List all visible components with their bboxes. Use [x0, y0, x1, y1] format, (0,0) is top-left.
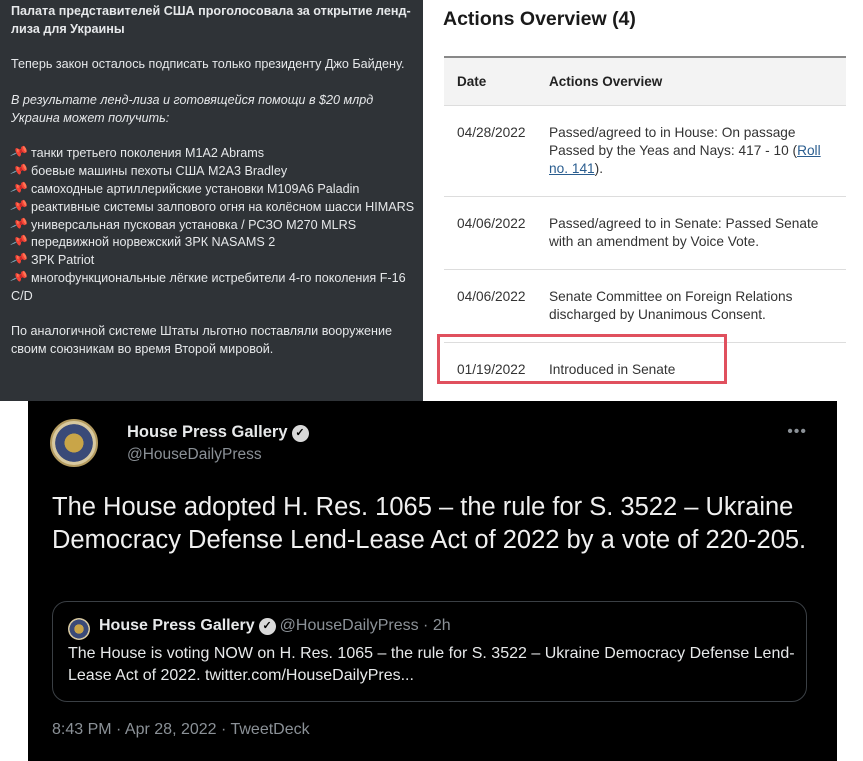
table-row: [444, 105, 846, 196]
pushpin-icon: 📌: [9, 232, 30, 251]
row-date: 04/28/2022: [457, 125, 526, 140]
telegram-post: [0, 0, 423, 401]
header-date: Date: [457, 74, 487, 89]
tweet-text: The House adopted H. Res. 1065 – the rule for S. 3522 – Ukraine Democracy Defense Lend-Lease Act of 2022 by a vote of 220-205.: [52, 493, 807, 554]
post-italic-paragraph: В результате ленд-лиза и готовящейся помощи в $20 млрд Украина может получить:: [11, 92, 374, 125]
row-date: 04/06/2022: [457, 289, 526, 304]
pushpin-icon: 📌: [9, 196, 30, 216]
row-date: 01/19/2022: [457, 362, 526, 377]
post-paragraph: Теперь закон осталось подписать только президенту Джо Байдену.: [11, 57, 405, 72]
header-actions: Actions Overview: [549, 74, 663, 89]
row-action: Introduced in Senate: [549, 362, 676, 377]
row-action: Passed/agreed to in House: On passage Passed by the Yeas and Nays: 417 - 10 (Roll no. 141).: [549, 125, 821, 176]
actions-overview-panel: [423, 0, 863, 401]
quoted-author: House Press Gallery ✓ @HouseDailyPress · 2h: [99, 617, 451, 634]
row-action: Passed/agreed to in Senate: Passed Senate with an amendment by Voice Vote.: [549, 216, 819, 249]
verified-icon: ✓: [292, 425, 309, 442]
pushpin-icon: 📌: [9, 214, 30, 234]
table-row: [444, 196, 846, 269]
list-item: 📌 реактивные системы залпового огня на колёсном шасси HIMARS: [11, 200, 414, 214]
verified-icon: ✓: [259, 618, 276, 635]
roll-call-link[interactable]: Roll no. 141: [549, 143, 821, 176]
weapons-list: [11, 145, 415, 305]
list-item: 📌 ЗРК Patriot: [11, 253, 94, 267]
more-options-icon[interactable]: •••: [787, 423, 807, 440]
tweet: [28, 401, 837, 761]
quoted-avatar: [68, 618, 90, 640]
post-title: Палата представителей США проголосовала за открытие ленд-лиза для Украины: [11, 4, 411, 36]
quoted-tweet[interactable]: [52, 601, 807, 702]
list-item: 📌 боевые машины пехоты США M2A3 Bradley: [11, 164, 287, 178]
table-header: [444, 58, 846, 105]
author-handle[interactable]: @HouseDailyPress: [127, 446, 262, 463]
highlight-box: [437, 334, 727, 384]
list-item: 📌 многофункциональные лёгкие истребители 4-го поколения F-16 C/D: [9, 268, 406, 303]
pushpin-icon: 📌: [9, 268, 30, 287]
list-item: 📌 передвижной норвежский ЗРК NASAMS 2: [11, 235, 275, 249]
author-name[interactable]: House Press Gallery ✓: [127, 423, 309, 442]
pushpin-icon: 📌: [9, 161, 30, 180]
table-row: [444, 269, 846, 342]
avatar[interactable]: [50, 419, 98, 467]
pushpin-icon: 📌: [9, 179, 30, 198]
row-date: 04/06/2022: [457, 216, 526, 231]
row-action: Senate Committee on Foreign Relations discharged by Unanimous Consent.: [549, 289, 793, 322]
section-title: Actions Overview (4): [443, 8, 636, 30]
pushpin-icon: 📌: [9, 250, 30, 269]
post-paragraph: По аналогичной системе Штаты льготно поставляли вооружение своим союзникам во время Второй мировой.: [11, 324, 392, 357]
tweet-timestamp[interactable]: 8:43 PM · Apr 28, 2022 · TweetDeck: [52, 721, 310, 738]
quoted-text: The House is voting NOW on H. Res. 1065 – the rule for S. 3522 – Ukraine Democracy Defense Lend-Lease Act of 2022. twitter.com/HouseDailyPres...: [68, 645, 795, 684]
list-item: 📌 самоходные артиллерийские установки M109A6 Paladin: [11, 182, 359, 196]
pushpin-icon: 📌: [9, 143, 30, 162]
list-item: 📌 универсальная пусковая установка / РСЗО M270 MLRS: [11, 218, 356, 232]
list-item: 📌 танки третьего поколения M1A2 Abrams: [11, 146, 264, 160]
